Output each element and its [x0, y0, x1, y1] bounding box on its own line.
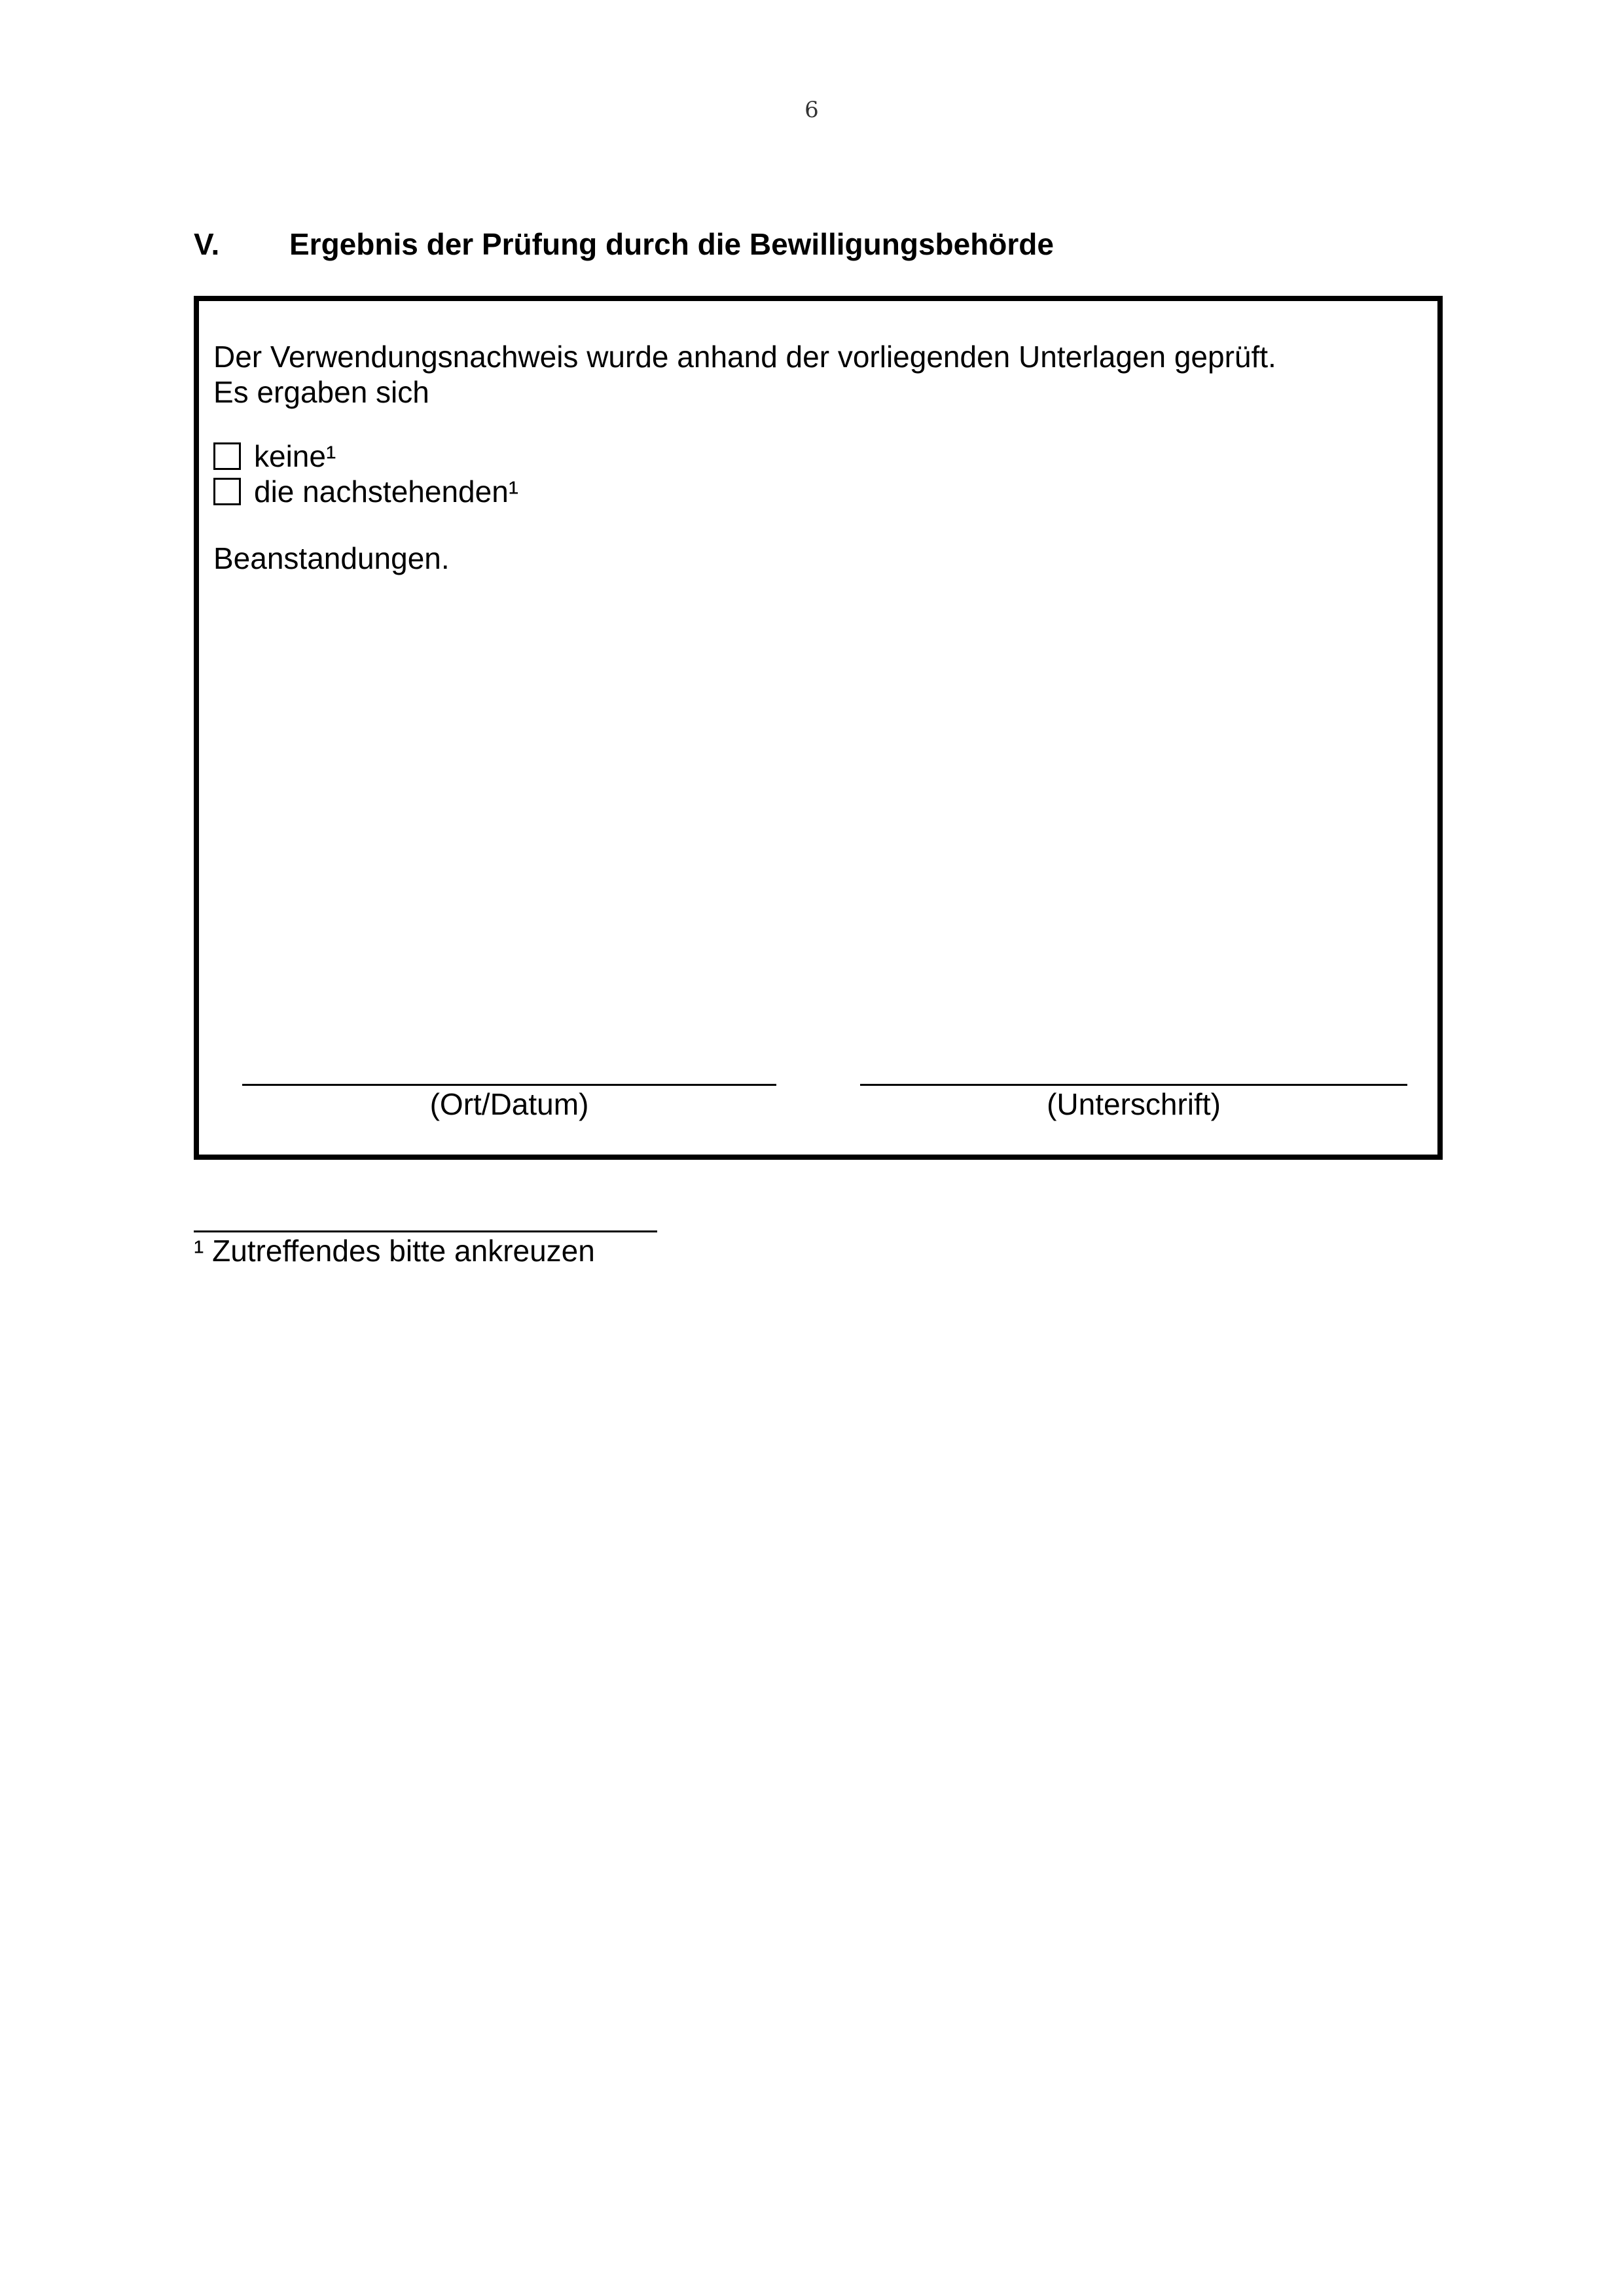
signature-line[interactable]: [860, 1084, 1407, 1086]
checkbox-keine[interactable]: [213, 442, 241, 470]
complaints-label: Beanstandungen.: [213, 541, 450, 575]
checkbox-nachstehende[interactable]: [213, 478, 241, 505]
footnote: ¹ Zutreffendes bitte ankreuzen: [194, 1234, 595, 1268]
review-result-intro: Es ergaben sich: [213, 375, 429, 409]
footnote-divider: [194, 1230, 657, 1232]
review-statement: Der Verwendungsnachweis wurde anhand der vorliegenden Unterlagen geprüft.: [213, 340, 1276, 374]
option-keine[interactable]: [213, 439, 336, 474]
place-date-caption: (Ort/Datum): [429, 1087, 589, 1121]
page-number: 6: [804, 97, 819, 123]
place-date-line[interactable]: [242, 1084, 776, 1086]
option-nachstehende-label: die nachstehenden¹: [254, 475, 519, 509]
section-title: Ergebnis der Prüfung durch die Bewilligungsbehörde: [289, 227, 1054, 261]
review-result-box: [194, 296, 1443, 1160]
signature-caption: (Unterschrift): [1047, 1087, 1221, 1121]
option-keine-label: keine¹: [254, 439, 336, 473]
section-number: V.: [194, 227, 220, 261]
option-nachstehende[interactable]: [213, 474, 518, 509]
